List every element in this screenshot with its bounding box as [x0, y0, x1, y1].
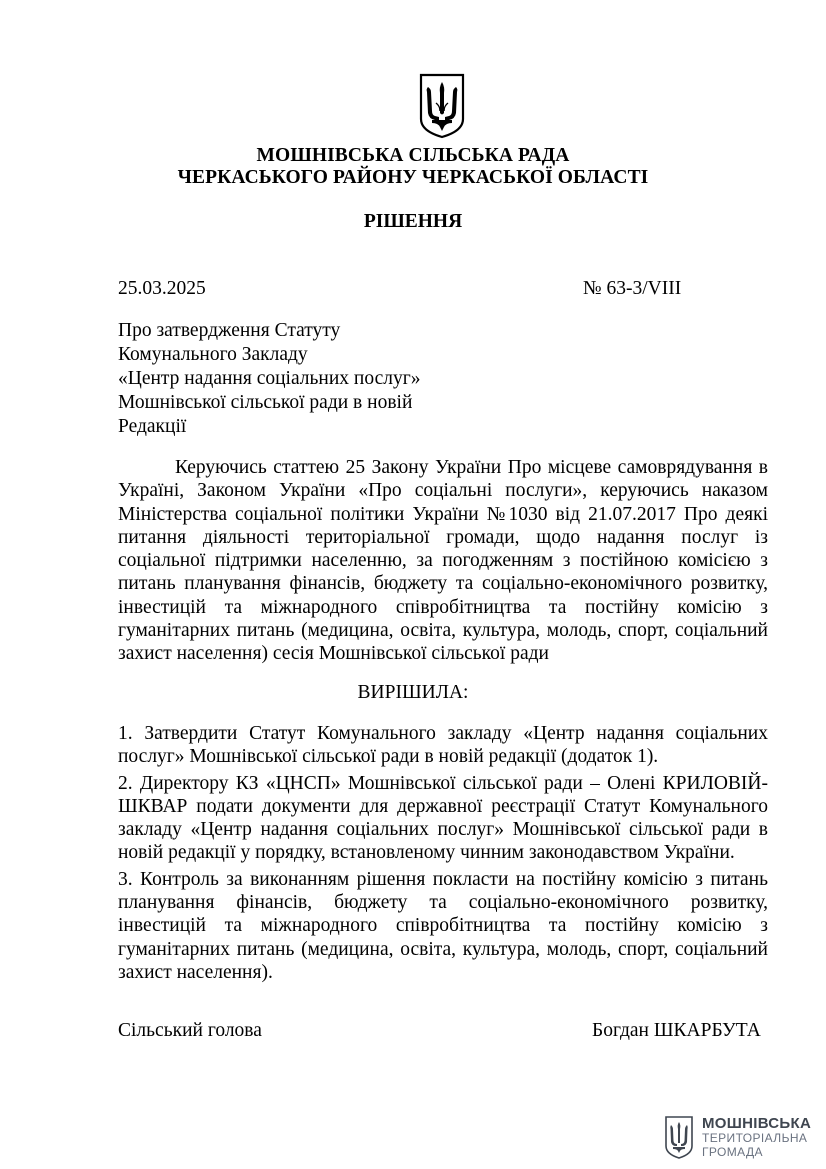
document-type: РІШЕННЯ — [363, 211, 463, 232]
decision-date: 25.03.2025 — [118, 278, 206, 299]
council-district: ЧЕРКАСЬКОГО РАЙОНУ ЧЕРКАСЬКОЇ ОБЛАСТІ — [177, 167, 649, 188]
decision-number: № 63-3/VIII — [583, 278, 682, 299]
trident-logo-icon — [664, 1116, 694, 1160]
logo-title: МОШНІВСЬКА — [702, 1115, 812, 1132]
preamble-paragraph: Керуючись статтею 25 Закону України Про місцеве самоврядування в Україні, Законом України «Про соціальні послуги», керуючись наказом Міністерства соціальної політики України №1030 від 21.07.2017 Про деякі питання діяльності територіальної громади, щодо надання послуг із соціальної підтримки населенню, за погодженням з постійною комісією з питань планування фінансів, бюджету та соціально-економічного розвитку, інвестицій та міжнародного співробітництва та постійну комісію з гуманітарних питань (медицина, освіта, культура, молодь, спорт, соціальний захист населення) сесія Мошнівської сільської ради — [118, 457, 768, 665]
signatory-name: Богдан ШКАРБУТА — [592, 1020, 761, 1041]
subject-line: Про затвердження Статуту — [118, 320, 341, 341]
logo-subtitle: ТЕРИТОРІАЛЬНА — [702, 1131, 808, 1145]
resolved-heading: ВИРІШИЛА: — [357, 682, 469, 703]
decision-subject — [118, 319, 438, 439]
signatory-position: Сільський голова — [118, 1020, 262, 1041]
subject-line: Редакції — [118, 416, 187, 437]
decision-item: 1. Затвердити Статут Комунального закладу «Центр надання соціальних послуг» Мошнівської сільської ради в новій редакції (додаток 1). — [118, 723, 768, 768]
community-logo — [664, 1114, 814, 1164]
decision-items — [118, 722, 768, 984]
subject-line: Комунального Закладу — [118, 344, 308, 365]
subject-line: «Центр надання соціальних послуг» — [118, 368, 421, 389]
council-name: МОШНІВСЬКА СІЛЬСЬКА РАДА — [256, 145, 570, 166]
decision-item: 3. Контроль за виконанням рішення покласти на постійну комісію з питань планування фінансів, бюджету та соціально-економічного розвитку, інвестицій та міжнародного співробітництва та постійну комісію з гуманітарних питань (медицина, освіта, культура, молодь, спорт, соціальний захист населення). — [118, 868, 768, 983]
logo-subtitle-2: ГРОМАДА — [702, 1145, 763, 1159]
subject-line: Мошнівської сільської ради в новій — [118, 392, 413, 413]
trident-coat-of-arms-icon — [418, 73, 466, 139]
decision-item: 2. Директору КЗ «ЦНСП» Мошнівської сільської ради – Олені КРИЛОВІЙ-ШКВАР подати документи для державної реєстрації Статут Комунального закладу «Центр надання соціальних послуг» Мошнівської сільської ради в новій редакції у порядку, встановленому чинним законодавством України. — [118, 772, 768, 864]
